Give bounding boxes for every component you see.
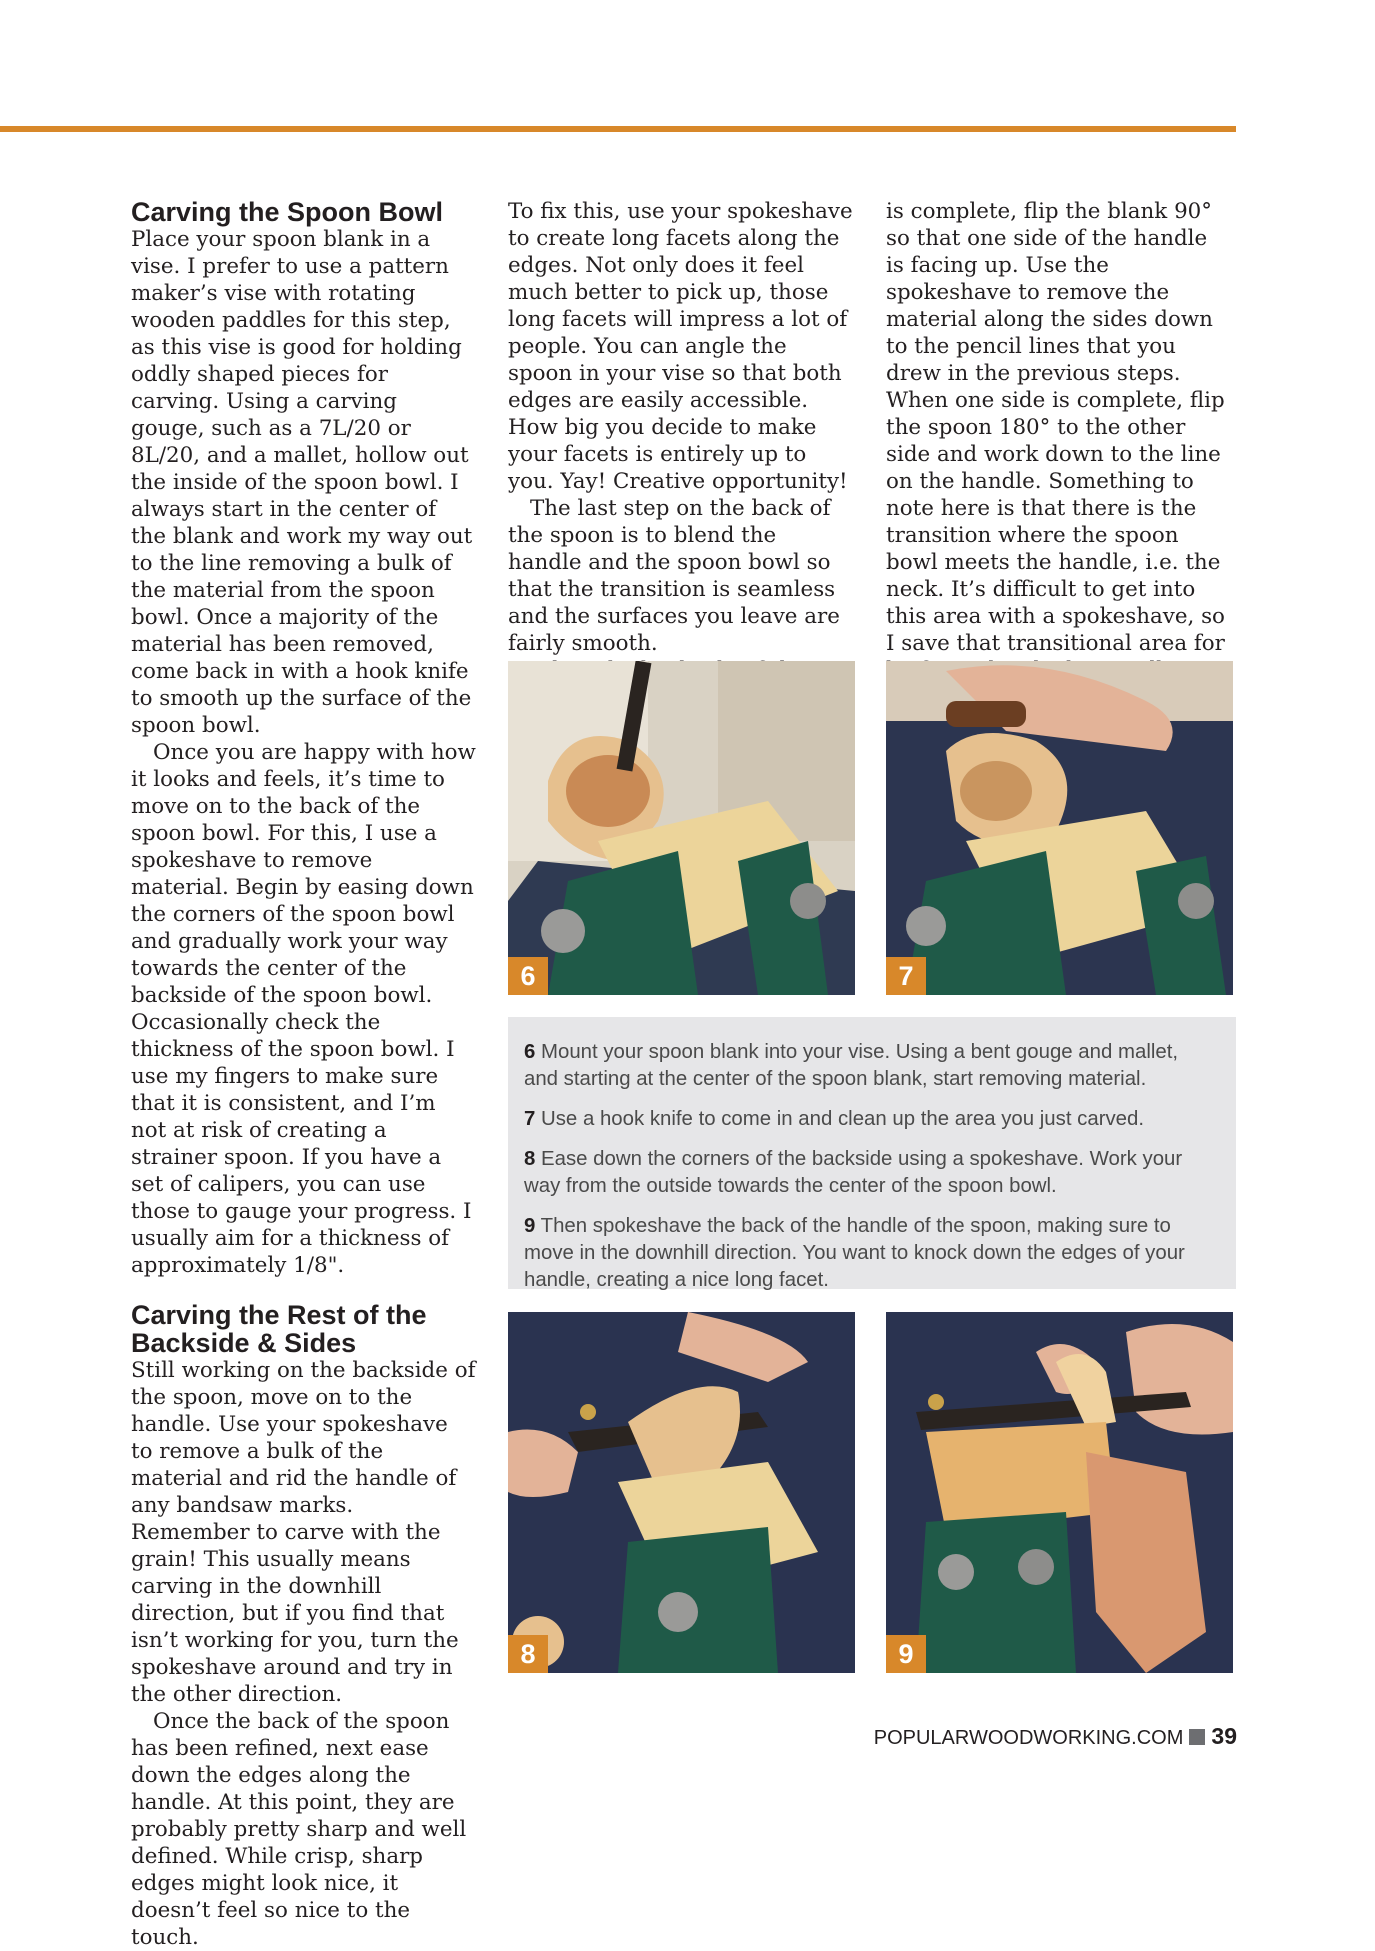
page-number: 39: [1211, 1723, 1237, 1749]
photo-number-badge: 6: [508, 957, 548, 995]
caption-number: 7: [524, 1108, 536, 1130]
body-paragraph: The last step on the back of the spoon is to blend the handle and the spoon bowl so that the transition is seamless and the surfaces you leave are fairly smooth.: [508, 496, 840, 656]
photo-spokeshave-corners: [508, 1312, 855, 1673]
caption-number: 6: [524, 1041, 536, 1063]
section-heading: Carving the Spoon Bowl: [131, 197, 444, 227]
body-paragraph: Still working on the backside of the spoon, move on to the handle. Use your spokeshave to remove a bulk of the material and rid the handle of any bandsaw marks. Remember to carve with the grain! This usually means carving in the downhill direction, but if you find that isn’t working for you, turn the spokeshave around and try in the other direction.: [131, 1358, 476, 1707]
body-paragraph: Once the back of the spoon has been refined, next ease down the edges along the handle. At this point, they are probably pretty sharp and well defined. While crisp, sharp edges might look nice, it doesn’t feel so nice to the touch.: [131, 1709, 467, 1950]
caption-number: 9: [524, 1215, 536, 1237]
caption-6: [524, 1039, 1214, 1093]
photo-9: [886, 1312, 1233, 1673]
square-icon: [1189, 1729, 1205, 1745]
photo-number-badge: 7: [886, 957, 926, 995]
caption-text: Then spokeshave the back of the handle of the spoon, making sure to move in the downhill direction. You want to knock down the edges of your handle, creating a nice long facet.: [524, 1215, 1185, 1291]
photo-spokeshave-handle: [886, 1312, 1233, 1673]
text-column-2: [508, 198, 853, 711]
header-rule: [0, 126, 1236, 132]
photo-number-badge: 8: [508, 1635, 548, 1673]
photo-gouge-in-bowl: [508, 661, 855, 995]
caption-text: Use a hook knife to come in and clean up the area you just carved.: [541, 1108, 1145, 1130]
body-paragraph: Once you are happy with how it looks and feels, it’s time to move on to the back of the spoon bowl. For this, I use a spokeshave to remove material. Begin by easing down the corners of the spoon bowl and gradually work your way towards the center of the backside of the spoon bowl. Occasionally check the thickness of the spoon bowl. I use my fingers to make sure that it is consistent, and I’m not at risk of creating a strainer spoon. If you have a set of calipers, you can use those to gauge your progress. I usually aim for a thickness of approximately 1/8".: [131, 740, 476, 1278]
caption-8: [524, 1146, 1214, 1200]
caption-text: Ease down the corners of the backside using a spokeshave. Work your way from the outside towards the center of the spoon bowl.: [524, 1148, 1183, 1197]
body-paragraph: Place your spoon blank in a vise. I prefer to use a pattern maker’s vise with rotating wooden paddles for this step, as this vise is good for holding oddly shaped pieces for carving. Using a carving gouge, such as a 7L/20 or 8L/20, and a mallet, hollow out the inside of the spoon bowl. I always start in the center of the blank and work my way out to the line removing a bulk of the material from the spoon bowl. Once a majority of the material has been removed, come back in with a hook knife to smooth up the surface of the spoon bowl.: [131, 227, 473, 738]
footer-site: POPULARWOODWORKING.COM: [873, 1727, 1184, 1749]
caption-9: [524, 1213, 1214, 1294]
page-footer: [874, 1724, 1237, 1750]
photo-6: [508, 661, 855, 995]
text-column-1: [131, 198, 476, 1951]
caption-text: Mount your spoon blank into your vise. Using a bent gouge and mallet, and starting at the center of the spoon blank, start removing material.: [524, 1041, 1179, 1090]
photo-number-badge: 9: [886, 1635, 926, 1673]
body-paragraph: To fix this, use your spokeshave to create long facets along the edges. Not only does it feel much better to pick up, those long facets will impress a lot of people. You can angle the spoon in your vise so that both edges are easily accessible. How big you decide to make your facets is entirely up to you. Yay! Creative opportunity!: [508, 199, 853, 494]
text-column-3: [886, 198, 1231, 711]
caption-number: 8: [524, 1148, 536, 1170]
photo-7: [886, 661, 1233, 995]
photo-8: [508, 1312, 855, 1673]
caption-7: [524, 1106, 1214, 1133]
caption-box: [508, 1017, 1236, 1289]
photo-hook-knife: [886, 661, 1233, 995]
section-heading: Carving the Rest of the Backside & Sides: [131, 1300, 427, 1358]
body-paragraph: is complete, flip the blank 90° so that one side of the handle is facing up. Use the spokeshave to remove the material along the sides down to the pencil lines that you drew in the previous steps. When one side is complete, flip the spoon 180° to the other side and work down to the line on the handle. Something to note here is that there is the transition where the spoon bowl meets the handle, i.e. the neck. It’s difficult to get into this area with a spokeshave, so I save that transitional area for: [886, 199, 1225, 656]
